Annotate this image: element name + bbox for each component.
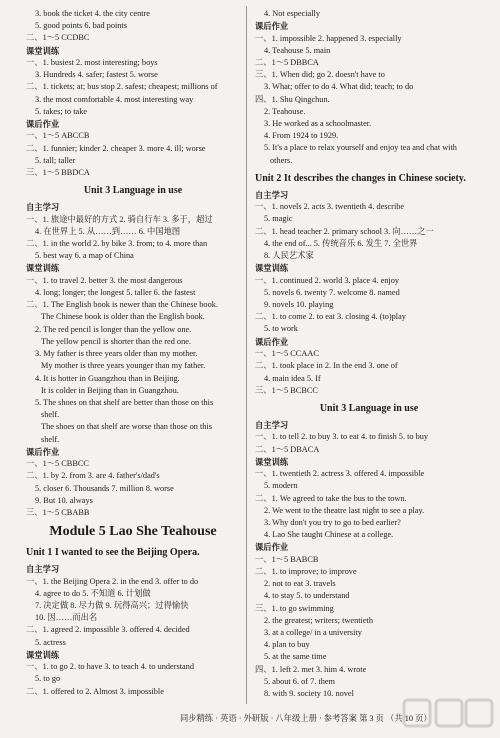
answer-line: 二、1. offered to 2. Almost 3. impossible — [26, 686, 164, 696]
answer-line: 3. My father is three years older than my mother. — [35, 349, 198, 359]
answer-line: 5. about 6. of 7. them — [264, 676, 335, 686]
watermark-logo-icon — [402, 696, 494, 736]
answer-line: 10. 因……而出名 — [35, 613, 98, 623]
answer-line: 二、1. in the world 2. by bike 3. from; to 4. more than — [26, 239, 208, 249]
answer-line: 3. What; offer to do 4. What did; teach; to do — [264, 82, 414, 92]
answer-line: 二、1. head teacher 2. primary school 3. 向……之一 — [255, 226, 434, 236]
answer-line: 一、1～5 ABCCB — [26, 131, 90, 141]
answer-line: 3. He worked as a schoolmaster. — [264, 119, 372, 129]
answer-line: 5. to work — [264, 324, 298, 334]
answer-line: 4. It is hotter in Guangzhou than in Beijing. — [35, 373, 180, 383]
answer-line: 5. good points 6. bad points — [35, 21, 127, 31]
answer-line: The Chinese book is older than the English book. — [41, 312, 205, 322]
answer-line: 一、1. busiest 2. most interesting; boys — [26, 58, 158, 68]
section-heading: 课后作业 — [255, 336, 289, 347]
unit-title: Unit 1 I wanted to see the Beijing Opera. — [26, 547, 200, 559]
answer-line: 二、1～5 DBACA — [255, 444, 320, 454]
answer-line: It is colder in Beijing than in Guangzhou. — [41, 385, 179, 395]
answer-line: 3. Why don't you try to go to bed earlier? — [264, 517, 401, 527]
answer-line: 5. closer 6. Thousands 7. million 8. worse — [35, 483, 174, 493]
answer-line: 4. the end of... 5. 传统音乐 6. 发生 7. 全世界 — [264, 238, 418, 248]
answer-line: 2. The red pencil is longer than the yellow one. — [35, 324, 192, 334]
answer-line: 二、1. agreed 2. impossible 3. offered 4. decided — [26, 625, 190, 635]
section-heading: 自主学习 — [255, 419, 289, 430]
answer-line: 四、1. Shu Qingchun. — [255, 94, 330, 104]
section-heading: 课后作业 — [26, 446, 60, 457]
answer-line: 4. Teahouse 5. main — [264, 45, 331, 55]
answer-line: 三、1～5 BBDCA — [26, 168, 90, 178]
answer-line: 一、1. the Beijing Opera 2. in the end 3. offer to do — [26, 576, 199, 586]
unit-title: Unit 3 Language in use — [83, 185, 183, 197]
answer-line: 5. It's a place to relax yourself and enjoy tea and chat with — [264, 143, 457, 153]
answer-line: 9. novels 10. playing — [264, 300, 334, 310]
answer-line: others. — [270, 155, 293, 165]
section-heading: 课堂训练 — [26, 263, 60, 274]
answer-line: 一、1. to go 2. to have 3. to teach 4. to understand — [26, 662, 194, 672]
answer-line: 一、1～5 CCAAC — [255, 349, 319, 359]
section-heading: 课后作业 — [26, 119, 60, 130]
answer-line: 二、1. took place in 2. In the end 3. one of — [255, 361, 398, 371]
section-heading: 课堂训练 — [26, 649, 60, 660]
answer-line: 二、1. to come 2. to eat 3. closing 4. (to)play — [255, 312, 406, 322]
answer-line: 5. at the same time — [264, 652, 327, 662]
answer-line: 7. 决定做 8. 尽力做 9. 玩得高兴；过得愉快 — [35, 600, 189, 610]
answer-line: 一、1. to tell 2. to buy 3. to eat 4. to finish 5. to buy — [255, 432, 429, 442]
unit-title: Unit 2 It describes the changes in Chinese society. — [255, 172, 466, 184]
answer-line: 4. main idea 5. If — [264, 373, 321, 383]
section-heading: 自主学习 — [26, 564, 60, 575]
answer-line: 3. the most comfortable 4. most interesting way — [35, 94, 194, 104]
answer-line: 二、1～5 CCDBC — [26, 33, 90, 43]
left-column — [26, 8, 240, 698]
answer-line: 一、1. 旅途中最好的方式 2. 骑自行车 3. 多于，超过 — [26, 214, 213, 224]
answer-line: 8. 人民艺术家 — [264, 251, 314, 261]
answer-line: 二、1. funnier; kinder 2. cheaper 3. more 4. ill; worse — [26, 143, 206, 153]
answer-line: 一、1～5 CBBCC — [26, 459, 89, 469]
answer-line: 三、1～5 BCBCC — [255, 385, 318, 395]
answer-line: 2. We went to the theatre last night to see a play. — [264, 505, 425, 515]
answer-line: 一、1. impossible 2. happened 3. especially — [255, 33, 402, 43]
answer-line: 5. magic — [264, 214, 293, 224]
answer-line: shelf. — [41, 410, 60, 420]
answer-line: 8. with 9. society 10. novel — [264, 688, 354, 698]
answer-line: 5. The shoes on that shelf are better than those on this — [35, 397, 214, 407]
answer-line: 3. Hundreds 4. safer; fastest 5. worse — [35, 70, 158, 80]
answer-line: 一、1. novels 2. acts 3. twentieth 4. describe — [255, 202, 405, 212]
module-title: Module 5 Lao She Teahouse — [49, 524, 217, 540]
answer-line: 4. From 1924 to 1929. — [264, 131, 339, 141]
answer-line: 2. not to eat 3. travels — [264, 579, 336, 589]
answer-line: The shoes on that shelf are worse than those on this — [41, 422, 212, 432]
answer-line: 一、1. twentieth 2. actress 3. offered 4. impossible — [255, 469, 425, 479]
answer-line: 5. novels 6. twenty 7. welcome 8. named — [264, 287, 400, 297]
answer-line: 9. But 10. always — [35, 495, 93, 505]
answer-line: 4. 在世界上 5. 从……到…… 6. 中国地图 — [35, 226, 181, 236]
answer-line: 2. Teahouse. — [264, 106, 306, 116]
answer-line: 5. takes; to take — [35, 106, 88, 116]
answer-line: 二、1～5 DBBCA — [255, 58, 319, 68]
answer-line: 三、1～5 CBABB — [26, 507, 90, 517]
answer-line: 二、1. to improve; to improve — [255, 566, 357, 576]
answer-line: 4. plan to buy — [264, 640, 310, 650]
answer-line: 3. at a college/ in a university — [264, 627, 362, 637]
answer-line: shelf. — [41, 434, 60, 444]
answer-line: 4. Lao She taught Chinese at a college. — [264, 530, 394, 540]
section-heading: 课堂训练 — [255, 263, 289, 274]
answer-line: 2. the greatest; writers; twentieth — [264, 615, 373, 625]
answer-line: 二、1. We agreed to take the bus to the town. — [255, 493, 407, 503]
answer-line: 5. to go — [35, 674, 61, 684]
answer-line: 一、1. to travel 2. better 3. the most dangerous — [26, 275, 183, 285]
section-heading: 课堂训练 — [255, 456, 289, 467]
answer-line: 4. Not especially — [264, 9, 320, 18]
answer-line: 三、1. to go swimming — [255, 603, 334, 613]
answer-line: The yellow pencil is shorter than the red one. — [41, 336, 191, 346]
answer-line: 4. to stay 5. to understand — [264, 591, 350, 601]
answer-line: 5. tall; taller — [35, 155, 76, 165]
answer-line: 5. best way 6. a map of China — [35, 251, 134, 261]
answer-line: 5. actress — [35, 637, 66, 647]
answer-line: 二、1. by 2. from 3. are 4. father's/dad's — [26, 471, 160, 481]
answer-line: 4. agree to do 5. 不知道 6. 计划做 — [35, 588, 151, 598]
answer-line: 四、1. left 2. met 3. him 4. wrote — [255, 664, 367, 674]
section-heading: 课后作业 — [255, 542, 289, 553]
answer-line: 二、1. The English book is newer than the Chinese book. — [26, 300, 218, 310]
section-heading: 自主学习 — [26, 202, 60, 213]
answer-line: 4. long; longer; the longest 5. taller 6. the fastest — [35, 288, 196, 298]
answer-line: 一、1. continued 2. world 3. place 4. enjoy — [255, 275, 400, 285]
column-divider — [246, 6, 247, 704]
unit-title: Unit 3 Language in use — [319, 402, 419, 414]
section-heading: 课堂训练 — [26, 45, 60, 56]
section-heading: 课后作业 — [255, 21, 289, 32]
section-heading: 自主学习 — [255, 189, 289, 200]
answer-line: 5. modern — [264, 481, 298, 491]
answer-line: 一、1～5 BABCB — [255, 554, 319, 564]
answer-line: 三、1. When did; go 2. doesn't have to — [255, 70, 385, 80]
answer-line: 二、1. tickets; at; bus stop 2. safest; cheapest; millions of — [26, 82, 218, 92]
answer-line: My mother is three years younger than my father. — [41, 361, 206, 371]
right-column — [255, 8, 483, 700]
page-footer: 同步精练 · 英语 · 外研版 · 八年级上册 · 参考答案 第 3 页 （共 10 页） — [180, 714, 432, 723]
answer-line: 3. book the ticket 4. the city centre — [35, 9, 150, 18]
